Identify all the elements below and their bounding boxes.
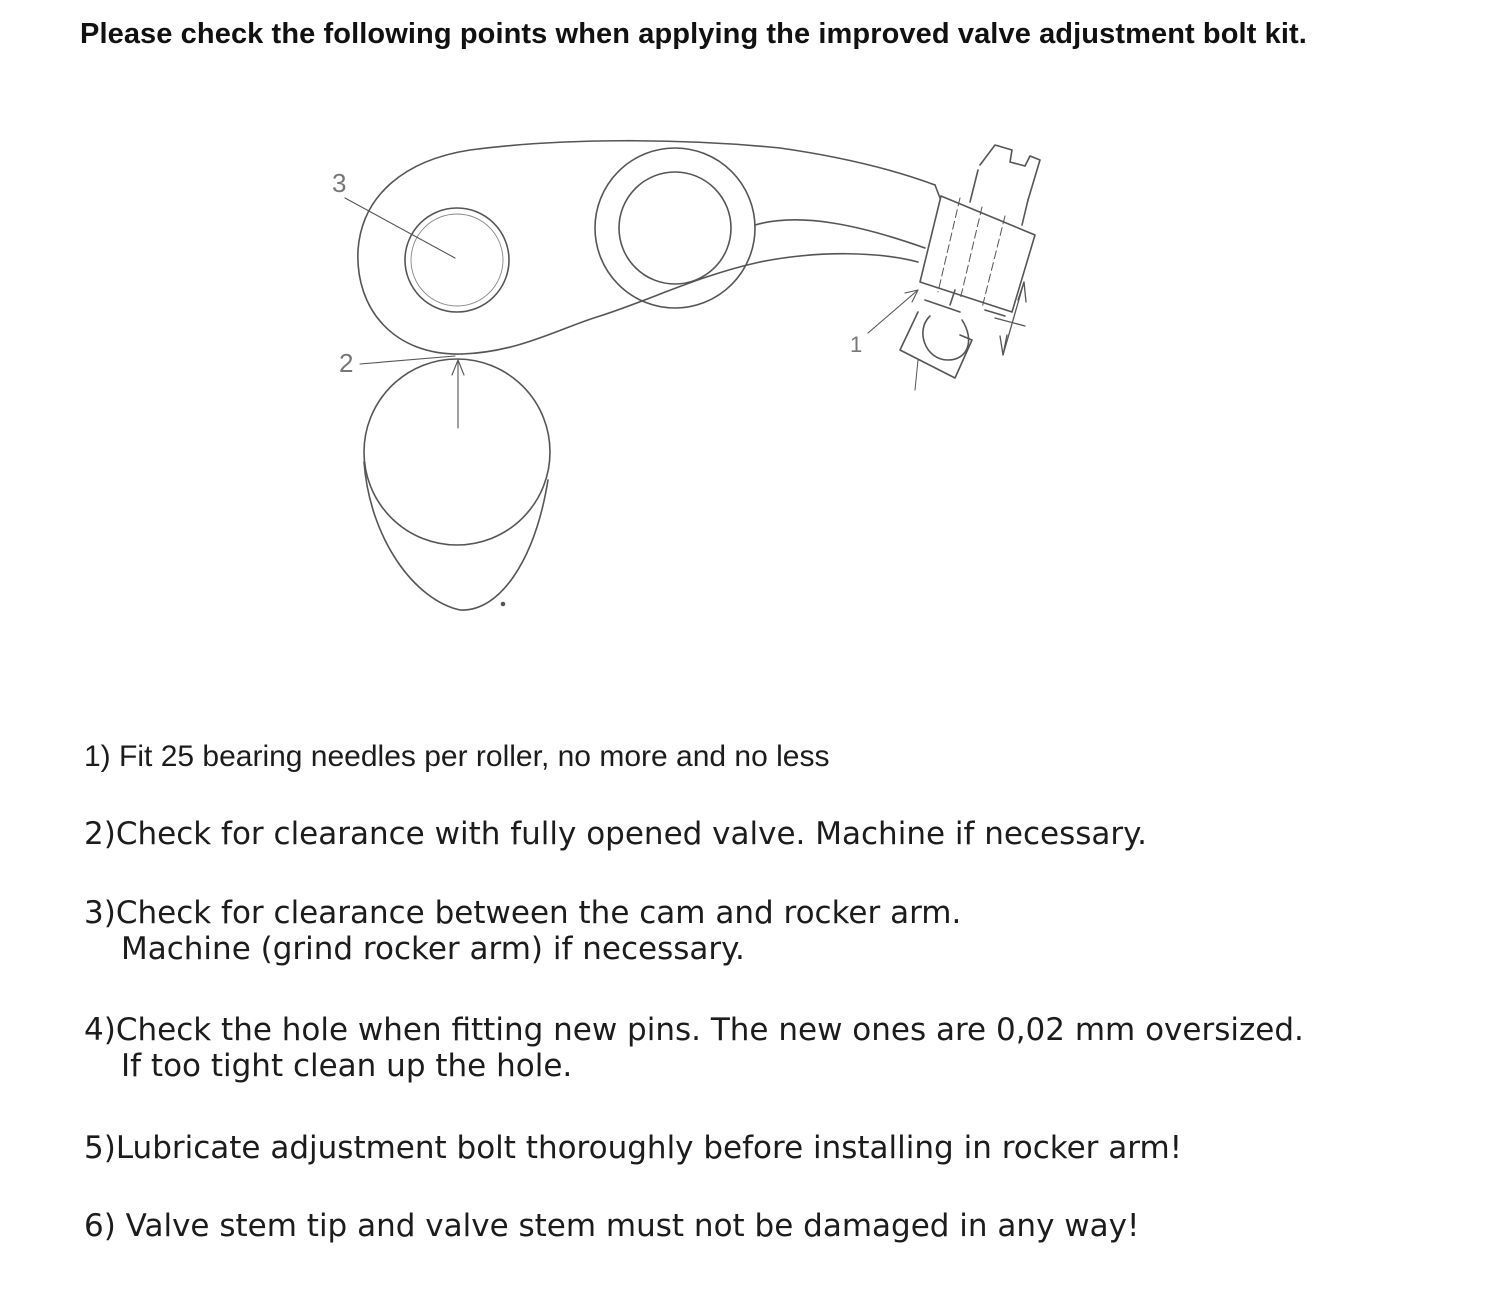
instruction-number: 3) [84, 895, 116, 931]
instruction-item-4 [84, 1012, 1304, 1084]
page-title: Please check the following points when applying the improved valve adjustment bolt kit. [80, 18, 1307, 50]
instruction-text: Check for clearance between the cam and rocker arm. [115, 895, 962, 931]
instruction-text: Check for clearance with fully opened valve. Machine if necessary. [115, 816, 1147, 852]
instruction-number: 1) [84, 740, 111, 773]
instruction-text: Check the hole when fitting new pins. The new ones are 0,02 mm oversized. [115, 1012, 1304, 1048]
instruction-number: 5) [84, 1130, 116, 1166]
callout-2: 2 [339, 348, 354, 378]
instruction-text-continued: If too tight clean up the hole. [121, 1048, 573, 1084]
instruction-item-6 [84, 1208, 1139, 1244]
instruction-item-3 [84, 895, 961, 967]
instruction-number: 4) [84, 1012, 116, 1048]
callout-1: 1 [850, 332, 863, 357]
instruction-text: Fit 25 bearing needles per roller, no more and no less [119, 740, 830, 773]
instruction-number: 2) [84, 816, 116, 852]
callout-3: 3 [332, 168, 347, 198]
instruction-item-1 [84, 740, 829, 774]
instruction-item-5 [84, 1130, 1182, 1166]
instruction-text: Valve stem tip and valve stem must not be damaged in any way! [115, 1208, 1140, 1244]
instruction-number: 6) [84, 1208, 116, 1244]
instruction-text-continued: Machine (grind rocker arm) if necessary. [121, 931, 745, 967]
instruction-text: Lubricate adjustment bolt thoroughly before installing in rocker arm! [115, 1130, 1183, 1166]
instruction-item-2 [84, 816, 1147, 852]
